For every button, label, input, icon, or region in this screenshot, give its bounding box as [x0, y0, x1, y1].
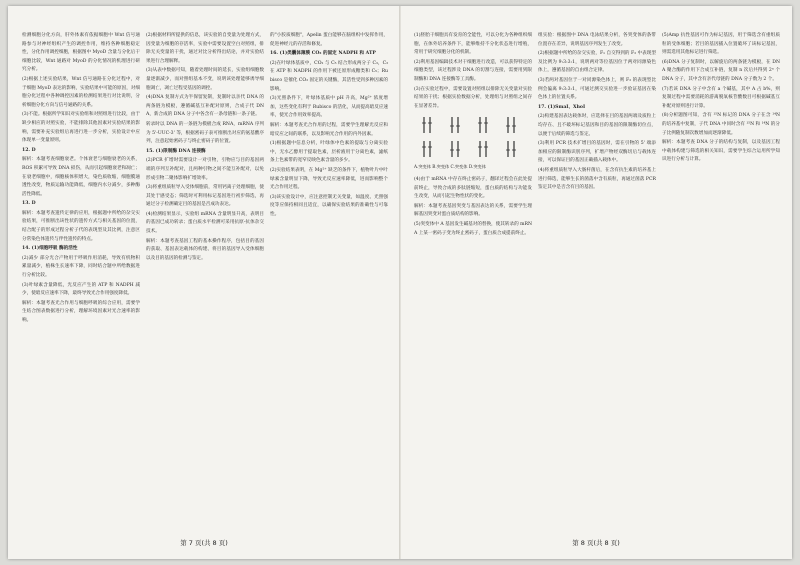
chromosome-diagram	[414, 113, 532, 163]
explanation-paragraph: (3)光照条件下，叶绿体基质中 pH 升高，Mg²⁺ 浓度增加，这些变化有利于 Rubisco 的活化，从而提高暗反应速率，使光合作用效率提高。	[270, 96, 388, 119]
explanation-paragraph: (3)将重组质粒导入受体细胞前，常用钙离子处理细胞，使其处于感受态；筛选时可利用标记基因进行初步筛选，再通过分子检测确定目的基因是否成功表达。	[146, 185, 264, 208]
figure-caption: A.突变体 B.突变体 C.突变体 D.突变体	[414, 164, 486, 170]
explanation-paragraph: (8)分析题图可知，含有 ¹⁵N 标记的 DNA 分子在含 ¹⁴N 的培养基中复制，子代 DNA 中同时含有 ¹⁵N 和 ¹⁴N 的分子比例随复制次数增加而逐渐降低。	[662, 113, 780, 136]
explanation-paragraph: (3)该实验设计中，应注意控制无关变量，如温度、光照强度等应保持相同且适宜，以确保实验结果的准确性与可靠性。	[270, 194, 388, 217]
explanation-paragraph: (4)DNA 复制方式为半保留复制，复制时以亲代 DNA 的两条链为模板，遵循碱基互补配对原则，合成子代 DNA，新合成的 DNA 分子中各含有一条母链和一条子链。	[146, 95, 264, 118]
explanation-paragraph: (6)DNA 分子复制时，以解旋后的两条链为模板，在 DNA 聚合酶的作用下合成互补链，复制 n 次后共得到 2ⁿ 个 DNA 分子，其中含有亲代母链的 DNA 分子数为 2 个。	[662, 59, 780, 82]
page-right	[400, 6, 792, 559]
explanation-paragraph: (5)突变体中 A 基因发生碱基对的替换，使其转录的 mRNA 上某一密码子变为终止密码子，蛋白质合成提前终止。	[414, 221, 532, 236]
chromosome-pair	[422, 141, 432, 157]
chromosome-pair	[450, 141, 460, 157]
explanation-paragraph: 解析：本题考查光合作用与细胞呼吸的综合应用，需要学生结合图表数据进行分析，理解环境因素对光合速率的影响。	[22, 300, 140, 323]
column	[22, 32, 140, 532]
column	[538, 32, 656, 532]
page-left	[8, 6, 400, 559]
question-answer: 14. (1)细胞呼吸 酶的活性	[22, 246, 78, 252]
explanation-paragraph: (2)减少 部分光合产物用于呼吸作用消耗，导致有机物积累量减少，植株生长速率下降，同时结合题中所给数据进行分析比较。	[22, 255, 140, 279]
explanation-paragraph: 转录时以 DNA 的一条链为模板合成 RNA，mRNA 序列为 5'-UUC-3' 等，根据密码子表可推断出对应的氨基酸序列，注意起始密码子与终止密码子的位置。	[146, 121, 264, 145]
explanation-paragraph: 组实验：根据图中 DNA 电泳结果分析，各突变体的条带位置存在差异，说明基因序列发生了改变。	[538, 33, 656, 47]
chromosome-pair	[450, 117, 460, 133]
explanation-paragraph: 解析：本题考查基因突变与基因表达的关系，需要学生理解基因突变对蛋白质结构的影响。	[414, 203, 532, 218]
column	[662, 32, 780, 532]
explanation-paragraph: (2)利用基因编辑技术对干细胞进行改造，可以获得特定的细胞类型，该过程涉及 DNA 的切割与连接，需要用到限制酶和 DNA 连接酶等工具酶。	[414, 59, 532, 82]
explanation-paragraph: (2)根据上述实验结果，Wnt 信号通路在分化过程中，对于细胞 MyoD 表达的影响，实验结果中可能的原因，对细胞分化过程中各种调控因素的检测结果进行对比说明，分析细胞分化方向与信号通路的关系。	[22, 76, 140, 108]
explanation-paragraph: (3)从表中数据可知，随着处理时间的延长，实验组细胞数量逐渐减少，而对照组基本不变，说明该处理能够诱导细胞凋亡，凋亡过程受基因的调控。	[146, 68, 264, 91]
explanation-paragraph: (1)胚胎干细胞具有发育的全能性，可以分化为各种组织细胞，在体外培养条件下，能够维持不分化状态进行增殖，常用于研究细胞分化的机制。	[414, 33, 532, 56]
explanation-paragraph: (3)若两对基因位于一对同源染色体上，则 F₂ 的表现型比例会偏离 9:3:3:1，可通过测交实验进一步验证基因在染色体上的位置关系。	[538, 77, 656, 101]
explanation-paragraph: (2)根据题中所给的杂交实验，F₁ 自交得到的 F₂ 中表现型及比例为 9:3:3:1，说明两对等位基因位于两对同源染色体上，遵循基因的自由组合定律。	[538, 51, 656, 74]
explanation-paragraph: 解析：本题考查光合作用的过程，需要学生理解光反应和暗反应之间的联系，以及影响光合作用的内外因素。	[270, 122, 388, 137]
explanation-paragraph: (1)根据题中信息分析，叶绿体中色素的提取与分离实验中，无水乙醇用于提取色素，层析液用于分离色素，滤纸条上色素带的宽窄反映色素含量的多少。	[270, 141, 388, 164]
page-footer: 第 8 页(共 8 页)	[572, 539, 620, 547]
explanation-paragraph: (3)叶绿素含量降低，光反应产生的 ATP 和 NADPH 减少，使暗反应速率下降，最终导致光合作用强度降低。	[22, 282, 140, 297]
explanation-paragraph: (2)PCR 扩增时需要设计一对引物，引物应与目的基因两端的序列互补配对，且两种引物之间不能互补配对，以免形成引物二聚体影响扩增效率。	[146, 158, 264, 181]
page-footer: 第 7 页(共 8 页)	[180, 539, 228, 547]
question-answer: 16. (1)类囊体薄膜 CO₂ 的固定 NADPH 和 ATP	[270, 51, 376, 57]
explanation-paragraph: (4)将重组质粒导入大肠杆菌后，在含有抗生素的培养基上进行筛选，能够生长的菌落中含有质粒，再通过菌落 PCR 鉴定其中是否含有目的基因。	[538, 167, 656, 191]
column	[146, 32, 264, 532]
explanation-paragraph: 解析：本题考查 DNA 分子的结构与复制，以及基因工程中载体构建与筛选的相关知识，需要学生综合运用所学知识进行分析与计算。	[662, 140, 780, 163]
question-answer: 12. D	[22, 147, 36, 153]
chromosome-pair	[506, 117, 516, 133]
explanation-paragraph: (4)检测结果显示，实验组 mRNA 含量明显升高，表明目的基因已成功转录；蛋白质水平检测可采用抗原-抗体杂交技术。	[146, 211, 264, 235]
explanation-paragraph: (7)若该 DNA 分子中含有 a 个碱基，其中 A 占 b%，则复制过程中需要消耗的游离脱氧核苷酸数目可根据碱基互补配对原则进行计算。	[662, 86, 780, 109]
explanation-paragraph: 检测细胞分化方向，肝外体素有依据细胞中 Wnt 信号通路参与对神经组织产生的调控作用，维持各种细胞稳定性，分化作用调控细胞，根据图中 MyoD 含量与分化后干细胞比较，Wnt 通路对 MyoD 的分化情况的机理进行研究分析。	[22, 33, 140, 73]
explanation-paragraph: (2)构建基因表达载体时，应选择在目的基因两端及质粒上均存在、且不破坏标记基因和目的基因的限制酶切位点，以便于后续的筛选与鉴定。	[538, 114, 656, 137]
chromosome-pair	[422, 117, 432, 133]
explanation-paragraph: (2)根据材料所提供的信息，该实验的自变量为处理方式，因变量为细胞的存活率，实验中需要设置空白对照组，排除无关变量的干扰，通过对比分析得出结论，并对实验结果进行合理解释。	[146, 33, 264, 64]
explanation-paragraph: (3)不能。根据所学知识对实验组和对照组进行比较，由于缺少相应的对照实验，不能排除其他因素对实验结果的影响，需要补充实验组后再进行进一步分析，实验设计中应体现单一变量原则。	[22, 112, 140, 144]
explanation-paragraph: 的"小胶质细胞"，Apelin 蛋白能够在脑组织中发挥作用，促进神经元的存活和修复。	[270, 33, 388, 47]
explanation-paragraph: (2)实验结果表明，在 Mg²⁺ 缺乏的条件下，植物叶片中叶绿素含量明显下降，导致光反应速率降低，进而影响整个光合作用过程。	[270, 167, 388, 191]
explanation-paragraph: (2)在叶绿体基质中，CO₂ 与 C₅ 结合形成两分子 C₃，C₃ 在 ATP 和 NADPH 的作用下被还原形成糖类和 C₅；Rubisco 是催化 CO₂ 固定的关键酶，其活性受到多种因素的影响。	[270, 60, 388, 92]
column	[270, 32, 388, 532]
explanation-paragraph: (5)Amp 抗性基因可作为标记基因，用于筛选含有重组质粒的受体细胞；若目的基因插入位置破坏了该标记基因，则需选用其他标记进行筛选。	[662, 33, 780, 56]
chromosome-pair	[478, 141, 488, 157]
chromosome-pair	[478, 117, 488, 133]
explanation-paragraph: 解析：本题考查遗传定律的应用，根据题中所给的杂交实验结果，可推断出该性状的遗传方式与相关基因的位置，结合配子的形成过程分析子代的表现型及其比例，注意区分常染色体遗传与伴性遗传的特点。	[22, 210, 140, 242]
explanation-paragraph: (4)由于 mRNA 中存在终止密码子，翻译过程会在此处提前终止，导致合成的多肽链缩短，蛋白质的结构与功能发生改变，从而引起生物性状的变化。	[414, 176, 532, 200]
explanation-paragraph: (3)利用 PCR 技术扩增目的基因时，需在引物的 5' 端添加相应的限制酶识别序列，扩增产物经双酶切后与载体连接，可以保证目的基因正确插入载体中。	[538, 141, 656, 164]
question-answer: 15. (1)限制酶 DNA 连接酶	[146, 148, 206, 154]
chromosome-figure	[414, 113, 532, 172]
explanation-paragraph: 解析：本题考查细胞衰老。个体衰老与细胞衰老的关系，ROS 积累可导致 DNA 损伤，从而引起细胞衰老和凋亡；在衰老细胞中，细胞核体积增大，染色质收缩，细胞膜通透性改变，物质运输功能降低，细胞内水分减少，多种酶活性降低。	[22, 157, 140, 197]
question-answer: 13. D	[22, 201, 36, 207]
explanation-paragraph: 解析：本题考查基因工程的基本操作程序，包括目的基因的获取、基因表达载体的构建、将目的基因导入受体细胞以及目的基因的检测与鉴定。	[146, 238, 264, 261]
column	[414, 32, 532, 532]
question-answer: 17. (1)SmaⅠ、XhoⅠ	[538, 104, 586, 110]
chromosome-pair	[506, 141, 516, 157]
explanation-paragraph: (3)在实验过程中，需要设置对照组以排除无关变量对实验结果的干扰；根据实验数据分析，处理组与对照组之间存在显著差异。	[414, 86, 532, 109]
answer-sheet-spread	[8, 6, 792, 559]
